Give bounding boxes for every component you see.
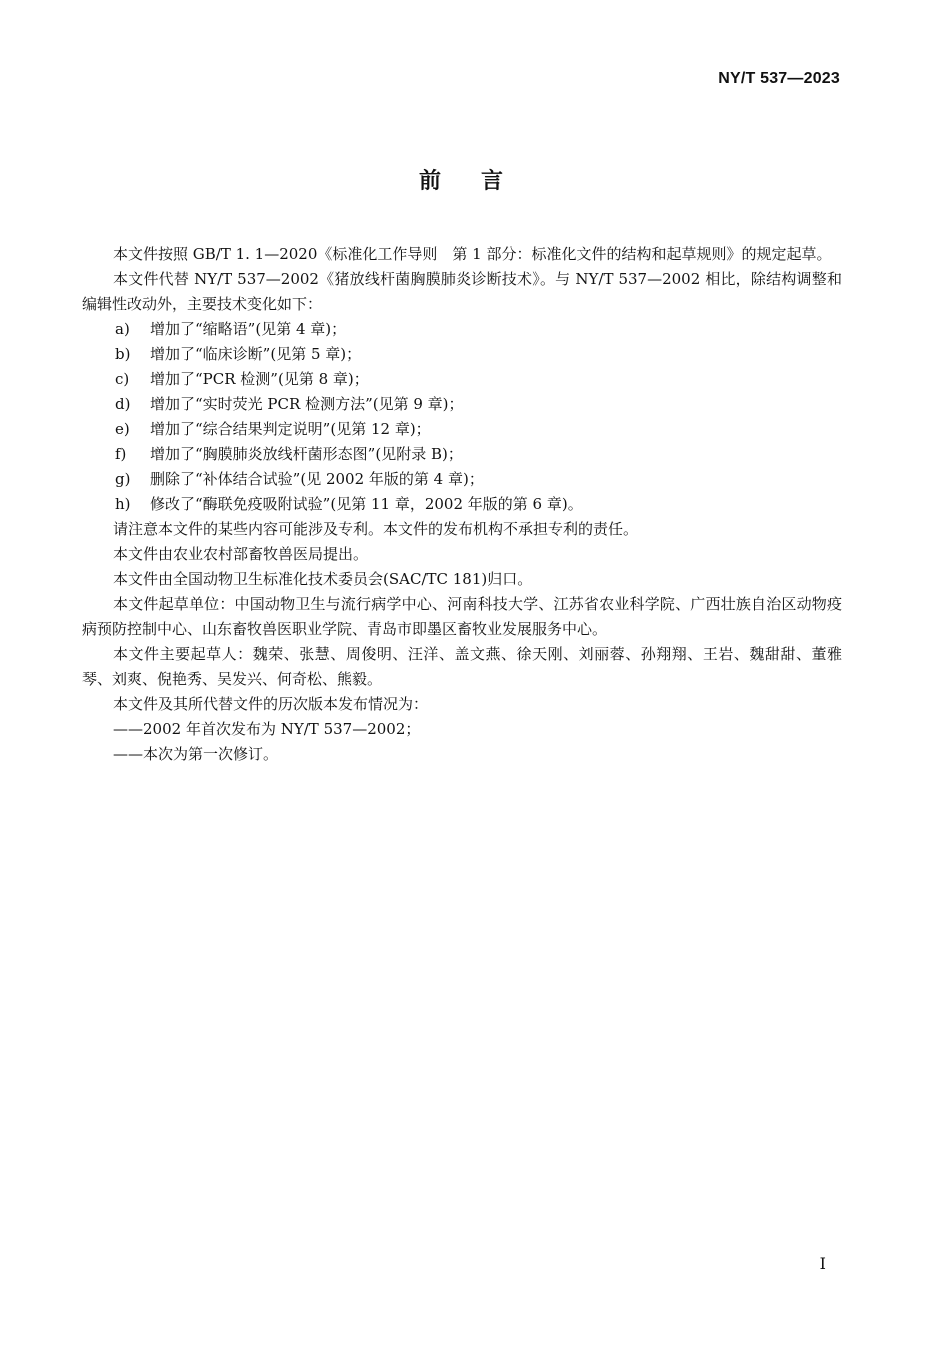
list-item bbox=[82, 492, 842, 517]
list-item-text: 增加了“综合结果判定说明”(见第 12 章)； bbox=[150, 420, 431, 438]
list-item-text: 修改了“酶联免疫吸附试验”(见第 11 章，2002 年版的第 6 章)。 bbox=[150, 495, 583, 513]
list-item-text: 增加了“PCR 检测”(见第 8 章)； bbox=[150, 370, 369, 388]
list-marker: g) bbox=[115, 470, 131, 488]
list-item bbox=[82, 367, 842, 392]
list-marker: c) bbox=[115, 370, 130, 388]
paragraph-centralized-by: 本文件由全国动物卫生标准化技术委员会(SAC/TC 181)归口。 bbox=[113, 570, 533, 588]
list-item bbox=[82, 417, 842, 442]
list-item-text: 增加了“实时荧光 PCR 检测方法”(见第 9 章)； bbox=[150, 395, 464, 413]
list-item bbox=[82, 342, 842, 367]
list-marker: d) bbox=[115, 395, 131, 413]
history-item: ——本次为第一次修订。 bbox=[113, 745, 279, 763]
paragraph-history-intro: 本文件及其所代替文件的历次版本发布情况为： bbox=[113, 695, 429, 713]
list-marker: f) bbox=[115, 445, 127, 463]
document-body bbox=[82, 242, 842, 767]
list-marker: e) bbox=[115, 420, 130, 438]
document-code: NY/T 537—2023 bbox=[718, 70, 840, 87]
paragraph-replacement: 本文件代替 NY/T 537—2002《猪放线杆菌胸膜肺炎诊断技术》。与 NY/T 537—2002 相比，除结构调整和编辑性改动外，主要技术变化如下： bbox=[82, 270, 842, 313]
list-marker: b) bbox=[115, 345, 131, 363]
list-marker: h) bbox=[115, 495, 131, 513]
list-item-text: 增加了“临床诊断”(见第 5 章)； bbox=[150, 345, 362, 363]
list-item bbox=[82, 317, 842, 342]
paragraph-drafting-rules: 本文件按照 GB/T 1. 1—2020《标准化工作导则 第 1 部分：标准化文件的结构和起草规则》的规定起草。 bbox=[113, 245, 832, 263]
paragraph-drafters: 本文件主要起草人：魏荣、张慧、周俊明、汪洋、盖文燕、徐天刚、刘丽蓉、孙翔翔、王岩、魏甜甜、董雅琴、刘爽、倪艳秀、吴发兴、何奇松、熊毅。 bbox=[82, 645, 842, 688]
list-item-text: 增加了“缩略语”(见第 4 章)； bbox=[150, 320, 347, 338]
list-item bbox=[82, 442, 842, 467]
list-marker: a) bbox=[115, 320, 130, 338]
list-item-text: 删除了“补体结合试验”(见 2002 年版的第 4 章)； bbox=[150, 470, 484, 488]
list-item-text: 增加了“胸膜肺炎放线杆菌形态图”(见附录 B)； bbox=[150, 445, 463, 463]
page-title: 前言 bbox=[418, 169, 543, 194]
list-item bbox=[82, 392, 842, 417]
list-item bbox=[82, 467, 842, 492]
paragraph-patent-notice: 请注意本文件的某些内容可能涉及专利。本文件的发布机构不承担专利的责任。 bbox=[113, 520, 639, 538]
paragraph-drafting-units: 本文件起草单位：中国动物卫生与流行病学中心、河南科技大学、江苏省农业科学院、广西壮族自治区动物疫病预防控制中心、山东畜牧兽医职业学院、青岛市即墨区畜牧业发展服务中心。 bbox=[82, 595, 842, 638]
page-number: I bbox=[819, 1254, 826, 1273]
history-item: ——2002 年首次发布为 NY/T 537—2002； bbox=[113, 720, 421, 738]
paragraph-proposed-by: 本文件由农业农村部畜牧兽医局提出。 bbox=[113, 545, 369, 563]
changes-list bbox=[82, 317, 842, 517]
